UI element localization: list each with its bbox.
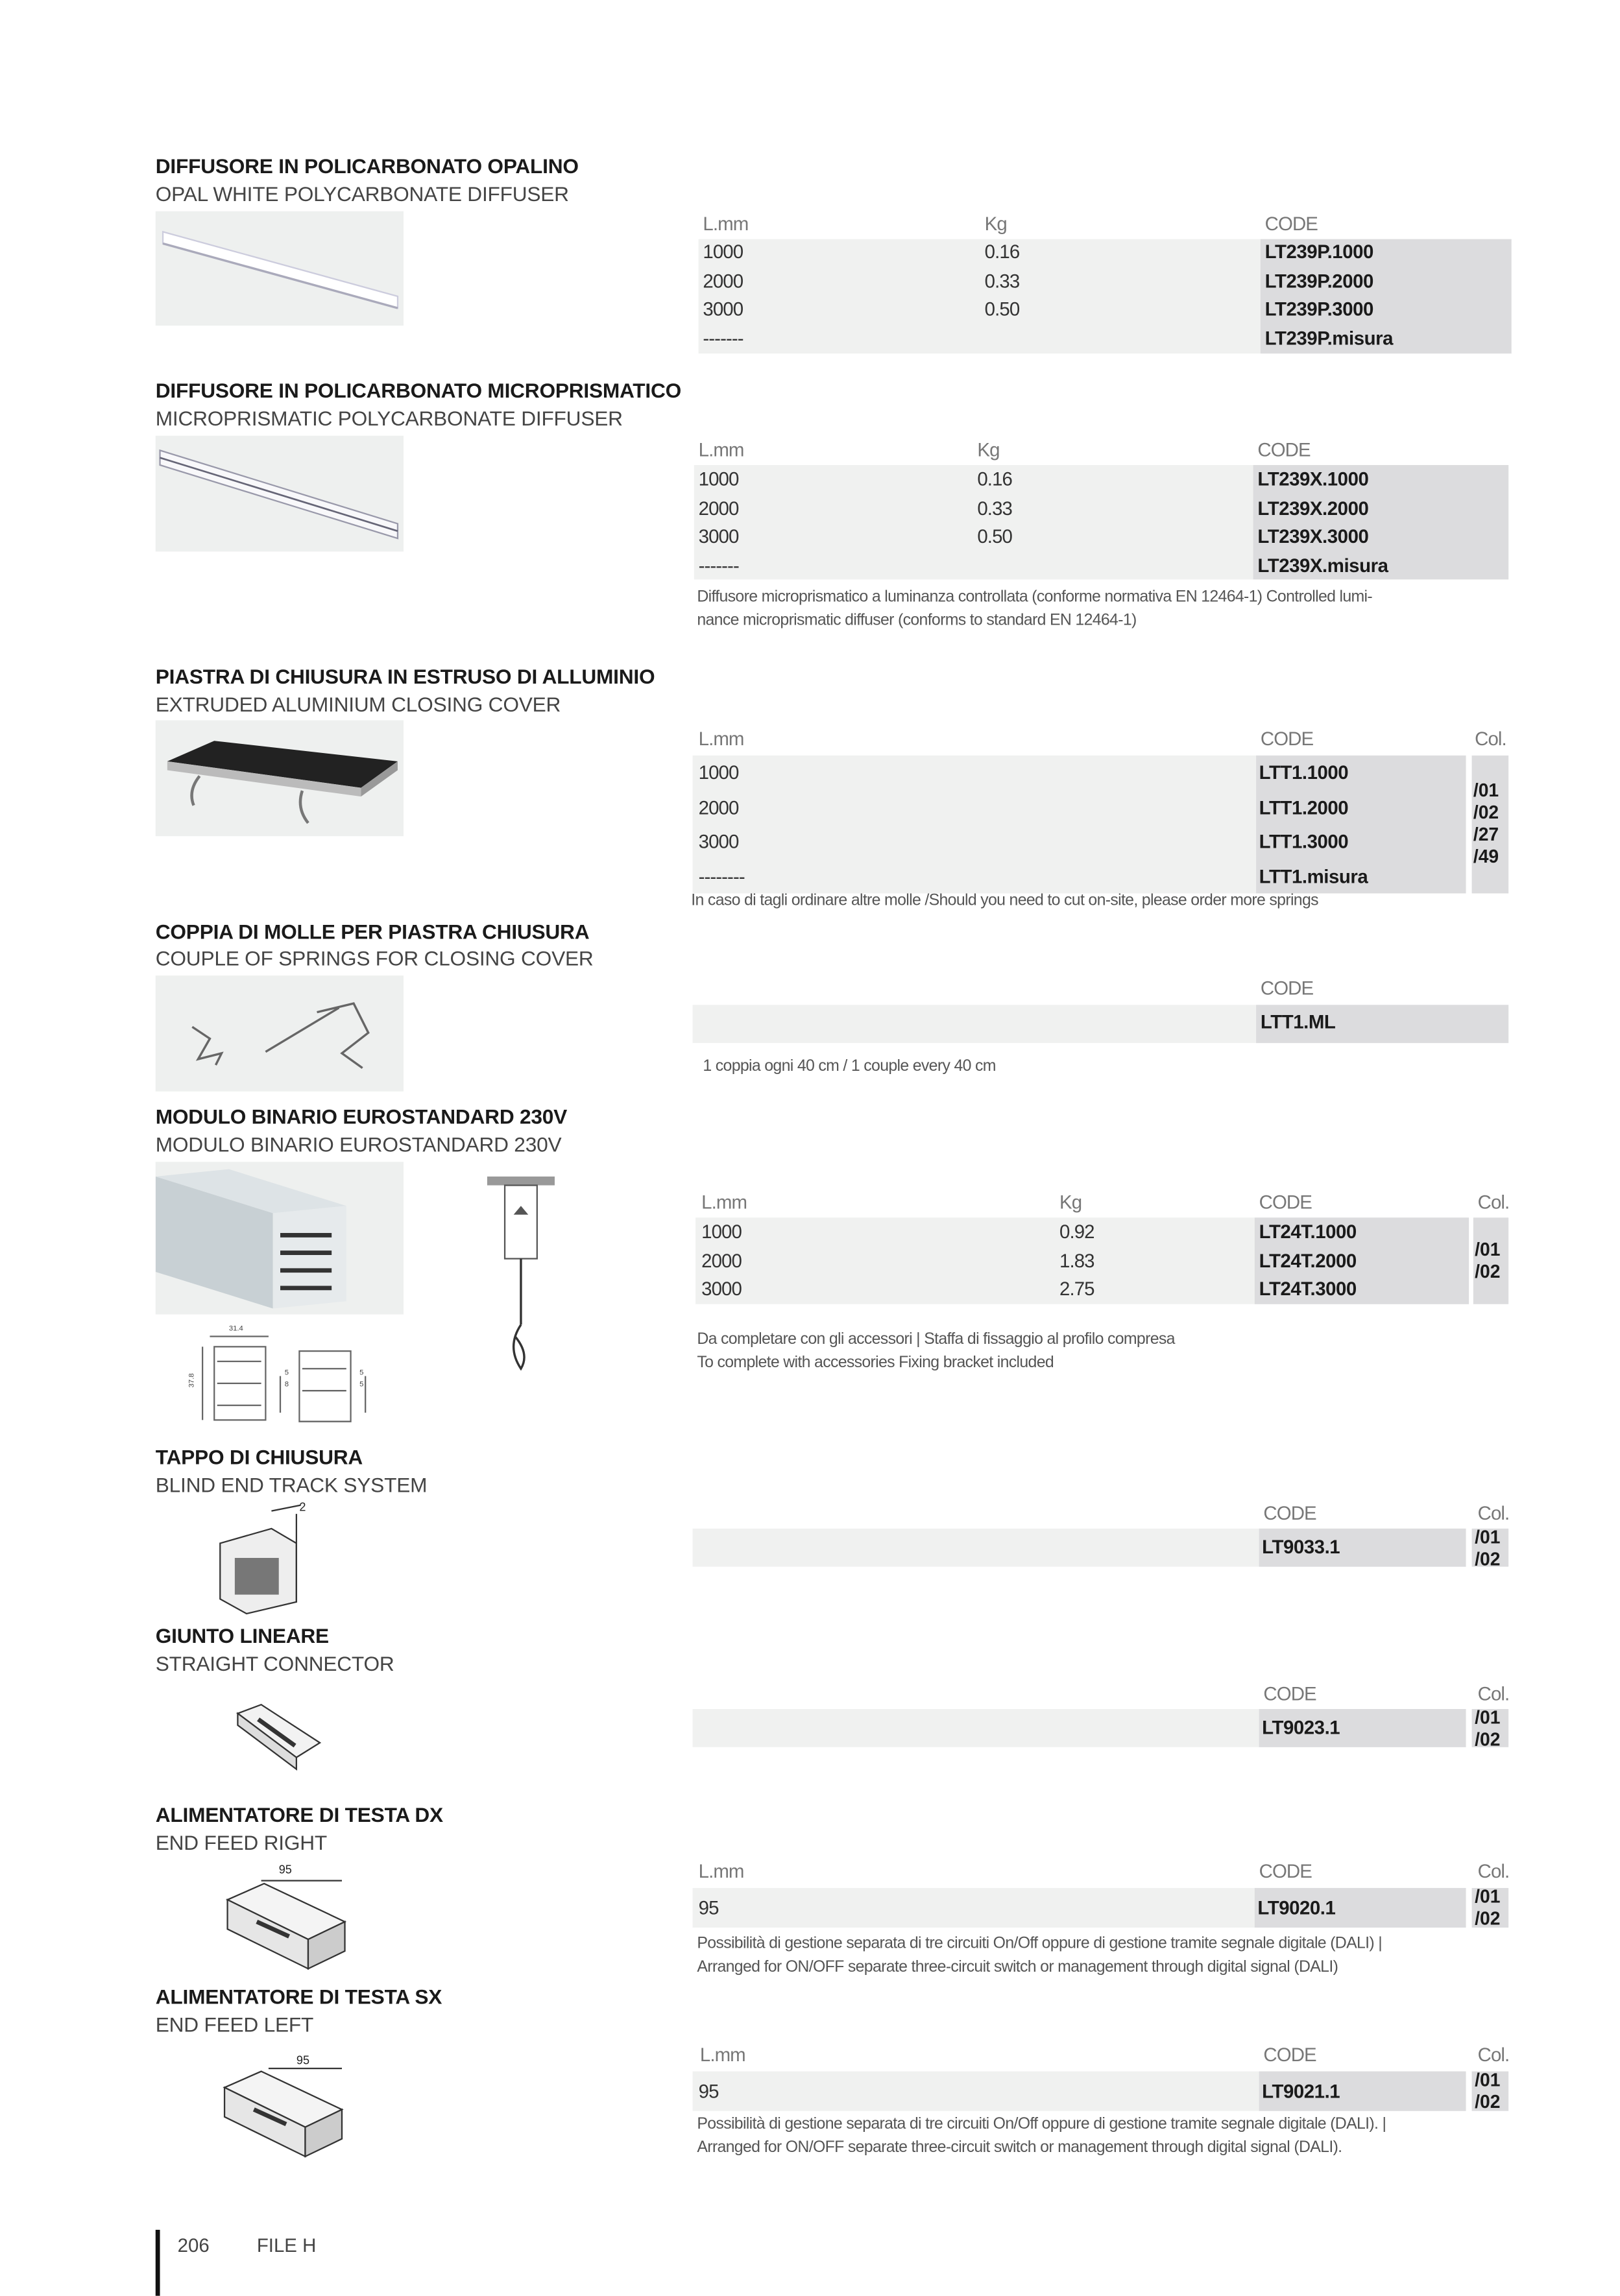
footer-bar bbox=[156, 2230, 160, 2296]
cell-kg: 2.75 bbox=[1059, 1278, 1094, 1300]
closing-cover-image bbox=[156, 721, 404, 837]
springs-image bbox=[156, 975, 404, 1092]
header-length: L.mm bbox=[703, 212, 749, 235]
color-options: /01 /02 /27 /49 bbox=[1473, 780, 1499, 867]
section-subtitle: MICROPRISMATIC POLYCARBONATE DIFFUSER bbox=[155, 406, 623, 430]
cell-code: LT239P.2000 bbox=[1264, 269, 1373, 291]
product-table bbox=[699, 213, 1512, 353]
cell-length: 1000 bbox=[698, 761, 739, 783]
cell-length: 3000 bbox=[698, 830, 739, 853]
section-subtitle: BLIND END TRACK SYSTEM bbox=[155, 1472, 428, 1497]
cell-length: 2000 bbox=[703, 269, 744, 291]
cell-code: LTT1.1000 bbox=[1259, 761, 1349, 783]
cell-length: 3000 bbox=[701, 1278, 742, 1300]
section-label: FILE H bbox=[256, 2234, 317, 2256]
header-code: CODE bbox=[1264, 212, 1318, 235]
product-table bbox=[694, 438, 1508, 579]
cell-code: LT9020.1 bbox=[1257, 1896, 1336, 1919]
section-title: ALIMENTATORE DI TESTA DX bbox=[155, 1802, 443, 1826]
product-table bbox=[693, 2044, 1509, 2111]
cell-length: ------- bbox=[703, 326, 744, 349]
dimension-label: 5 bbox=[284, 1369, 289, 1378]
dimension-label: 95 bbox=[296, 2053, 310, 2067]
cell-length: 95 bbox=[698, 1896, 719, 1919]
dimension-width: 31.4 bbox=[228, 1324, 243, 1333]
header-code: CODE bbox=[1259, 1860, 1312, 1882]
cell-kg: 0.16 bbox=[984, 240, 1020, 263]
cell-kg: 0.50 bbox=[984, 298, 1020, 320]
product-table bbox=[695, 1191, 1508, 1304]
header-length: L.mm bbox=[699, 2043, 745, 2066]
header-code: CODE bbox=[1263, 2043, 1316, 2066]
end-feed-left-image bbox=[217, 2051, 350, 2162]
product-note: Possibilità di gestione separata di tre circuiti On/Off oppure di gestione tramite segnale digitale (DALI) | Arranged for ON/OFF separate three-circuit switch or management through digital signal (DALI) bbox=[697, 1935, 1383, 1976]
page-number: 206 bbox=[177, 2234, 210, 2256]
header-length: L.mm bbox=[698, 727, 744, 750]
color-options: /01 /02 bbox=[1475, 1707, 1501, 1751]
section-title: ALIMENTATORE DI TESTA SX bbox=[155, 1985, 442, 2009]
cell-length: 3000 bbox=[703, 298, 744, 320]
dimension-label: 8 bbox=[284, 1380, 289, 1389]
cell-code: LT9021.1 bbox=[1262, 2080, 1340, 2103]
cell-code: LT239P.3000 bbox=[1264, 298, 1373, 320]
suspension-bracket-drawing bbox=[484, 1173, 557, 1379]
track-module-image bbox=[156, 1162, 404, 1314]
dimension-label: 5 bbox=[359, 1380, 364, 1389]
header-color: Col. bbox=[1477, 1860, 1510, 1882]
header-code: CODE bbox=[1259, 1191, 1312, 1214]
product-table bbox=[693, 728, 1509, 894]
cell-code: LT239X.3000 bbox=[1257, 525, 1369, 547]
section-title: DIFFUSORE IN POLICARBONATO MICROPRISMATICO bbox=[155, 378, 682, 402]
cell-kg: 0.33 bbox=[977, 496, 1012, 519]
cell-length: 2000 bbox=[698, 796, 739, 818]
cell-length: 2000 bbox=[701, 1249, 742, 1271]
product-note: 1 coppia ogni 40 cm / 1 couple every 40 cm bbox=[703, 1057, 996, 1075]
cell-code: LT9023.1 bbox=[1262, 1716, 1340, 1739]
header-code: CODE bbox=[1263, 1682, 1316, 1705]
cell-kg: 1.83 bbox=[1059, 1249, 1094, 1271]
cell-code: LT24T.1000 bbox=[1259, 1220, 1357, 1243]
cell-length: -------- bbox=[698, 865, 745, 888]
header-code: CODE bbox=[1260, 727, 1314, 750]
cell-code: LT239X.misura bbox=[1257, 553, 1388, 576]
header-length: L.mm bbox=[698, 438, 744, 461]
section-title: COPPIA DI MOLLE PER PIASTRA CHIUSURA bbox=[155, 920, 590, 944]
diffuser-opal-image bbox=[156, 211, 404, 326]
section-subtitle: EXTRUDED ALUMINIUM CLOSING COVER bbox=[155, 692, 561, 716]
cell-kg: 0.33 bbox=[984, 269, 1020, 291]
color-options: /01 /02 bbox=[1475, 1527, 1501, 1570]
diffuser-microprismatic-image bbox=[156, 436, 404, 552]
product-table bbox=[693, 1860, 1509, 1928]
header-code: CODE bbox=[1260, 977, 1314, 999]
cell-kg: 0.92 bbox=[1059, 1220, 1094, 1243]
cell-length: 95 bbox=[698, 2080, 719, 2103]
header-kg: Kg bbox=[1059, 1191, 1082, 1214]
profile-dimensions-drawing bbox=[156, 1324, 376, 1427]
cell-length: 1000 bbox=[701, 1220, 742, 1243]
cell-code: LT239X.2000 bbox=[1257, 496, 1369, 519]
section-subtitle: MODULO BINARIO EUROSTANDARD 230V bbox=[155, 1132, 562, 1156]
product-table bbox=[693, 1682, 1510, 1751]
header-length: L.mm bbox=[698, 1860, 744, 1882]
section-title: GIUNTO LINEARE bbox=[155, 1623, 329, 1648]
color-options: /01 /02 bbox=[1475, 1239, 1501, 1282]
cell-code: LT239P.misura bbox=[1264, 326, 1394, 349]
cell-code: LT239X.1000 bbox=[1257, 468, 1369, 490]
cell-kg: 0.50 bbox=[977, 525, 1012, 547]
cell-length: 1000 bbox=[698, 468, 739, 490]
section-title: MODULO BINARIO EUROSTANDARD 230V bbox=[155, 1105, 568, 1129]
section-subtitle: END FEED RIGHT bbox=[155, 1830, 327, 1854]
header-color: Col. bbox=[1477, 1191, 1510, 1214]
section-subtitle: END FEED LEFT bbox=[155, 2013, 314, 2037]
section-title: DIFFUSORE IN POLICARBONATO OPALINO bbox=[155, 154, 579, 178]
dimension-label: 5 bbox=[359, 1369, 364, 1378]
straight-connector-image bbox=[232, 1699, 326, 1775]
cell-code: LTT1.misura bbox=[1259, 865, 1368, 888]
end-feed-right-image bbox=[220, 1863, 352, 1974]
dimension-label: 2 bbox=[299, 1500, 306, 1514]
section-subtitle: OPAL WHITE POLYCARBONATE DIFFUSER bbox=[155, 182, 569, 206]
cell-code: LT9033.1 bbox=[1262, 1536, 1340, 1559]
product-note: Da completare con gli accessori | Staffa di fissaggio al profilo compresa To complete with accessories Fixing bracket included bbox=[697, 1330, 1175, 1371]
product-note: Possibilità di gestione separata di tre circuiti On/Off oppure di gestione tramite segnale digitale (DALI). | Arranged for ON/OFF separate three-circuit switch or management through digital signal (DALI). bbox=[697, 2115, 1386, 2156]
product-table bbox=[693, 1502, 1510, 1570]
dimension-label: 95 bbox=[278, 1863, 292, 1876]
cell-code: LT239P.1000 bbox=[1264, 240, 1373, 263]
cell-length: ------- bbox=[698, 553, 739, 576]
dimension-height: 37.8 bbox=[187, 1373, 197, 1388]
header-kg: Kg bbox=[977, 438, 1000, 461]
header-kg: Kg bbox=[984, 212, 1007, 235]
header-color: Col. bbox=[1477, 1502, 1510, 1525]
cell-length: 3000 bbox=[698, 525, 739, 547]
section-subtitle: STRAIGHT CONNECTOR bbox=[155, 1651, 394, 1675]
cell-kg: 0.16 bbox=[977, 468, 1012, 490]
blind-end-image bbox=[206, 1500, 323, 1617]
section-subtitle: COUPLE OF SPRINGS FOR CLOSING COVER bbox=[155, 946, 594, 970]
section-title: TAPPO DI CHIUSURA bbox=[155, 1444, 363, 1469]
header-code: CODE bbox=[1263, 1502, 1316, 1525]
color-options: /01 /02 bbox=[1475, 2070, 1501, 2112]
header-code: CODE bbox=[1257, 438, 1311, 461]
cell-code: LTT1.ML bbox=[1260, 1010, 1336, 1033]
product-note: In caso di tagli ordinare altre molle /Should you need to cut on-site, please order more springs bbox=[691, 892, 1318, 910]
header-length: L.mm bbox=[701, 1191, 747, 1214]
cell-length: 1000 bbox=[703, 240, 744, 263]
header-color: Col. bbox=[1477, 2043, 1510, 2066]
cell-code: LTT1.2000 bbox=[1259, 796, 1349, 818]
product-note: Diffusore microprismatico a luminanza controllata (conforme normativa EN 12464-1) Controlled lumi- nance microprismatic diffuser (conforms to standard EN 12464-1) bbox=[697, 588, 1373, 629]
cell-length: 2000 bbox=[698, 496, 739, 519]
header-color: Col. bbox=[1477, 1682, 1510, 1705]
product-table bbox=[693, 977, 1509, 1043]
header-color: Col. bbox=[1475, 727, 1506, 750]
cell-code: LT24T.3000 bbox=[1259, 1278, 1357, 1300]
section-title: PIASTRA DI CHIUSURA IN ESTRUSO DI ALLUMINIO bbox=[155, 664, 655, 688]
cell-code: LT24T.2000 bbox=[1259, 1249, 1357, 1271]
cell-code: LTT1.3000 bbox=[1259, 830, 1349, 853]
color-options: /01 /02 bbox=[1475, 1886, 1501, 1930]
